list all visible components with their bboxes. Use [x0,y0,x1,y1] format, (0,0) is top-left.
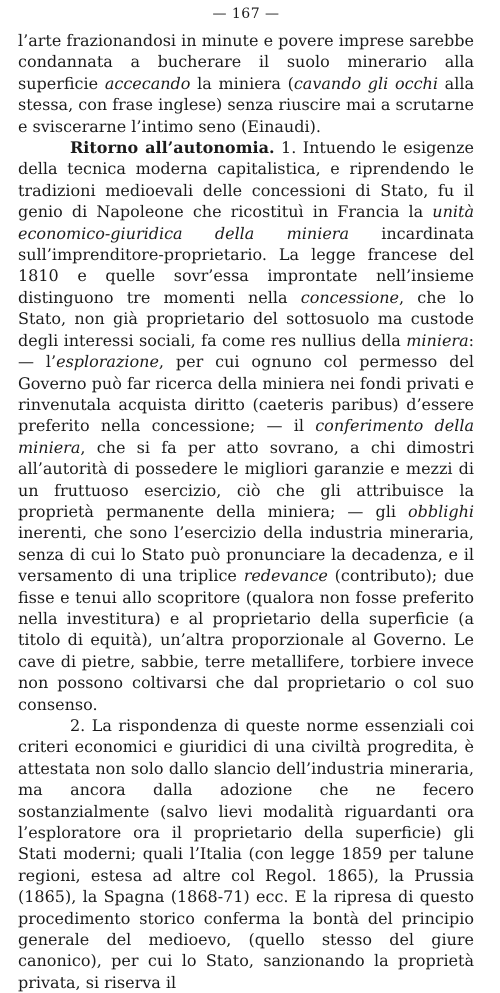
text-run: inerenti, che sono l’esercizio della industria mineraria, senza di cui lo Stato può pronunciare la decadenza, e il versamento di una triplice [18,523,474,586]
text-run: : — l’ [18,330,474,372]
paragraph-rispondenza [18,715,474,993]
text-run: l’arte frazionandosi in minute e povere imprese sarebbe condannata a bucherare il suolo minerario alla superficie [18,31,474,93]
text-run: , che lo Stato, non già proprietario del sottosuolo ma custode degli interessi sociali, fa come res nullius della [18,287,474,350]
section-heading: Ritorno all’autonomia. [70,138,275,158]
italic-text-run: concessione [300,287,400,307]
italic-text-run: unità economico-giuridica della miniera [18,202,474,243]
italic-text-run: miniera [406,330,469,350]
italic-text-run: esplorazione [56,352,159,372]
text-run: , per cui ognuno col permesso del Governo può far ricerca della miniera nei fondi privati e rinvenutala acquista diritto (caeteris paribus) d’essere preferito nella concessione; — il [18,352,475,436]
italic-text-run: redevance [243,566,328,586]
body-text [18,30,474,993]
text-run: la miniera ( [190,73,294,93]
text-run: , che si fa per atto sovrano, a chi dimostri all’autorità di possedere le migliori garanzie e mezzi di un fruttuoso esercizio, ciò che gli attribuisce la proprietà permanente della miniera; — gli [18,437,474,521]
italic-text-run: obblighi [407,501,474,521]
text-run: alla stessa, con frase inglese) senza riuscire mai a scrutarne e sviscerarne l’intimo seno (Einaudi). [18,73,475,136]
text-run: incardinata sull’imprenditore-proprietario. La legge francese del 1810 e quelle sovr’essa improntate nell’insieme distinguono tre momenti nella [18,223,474,307]
book-page [18,0,475,992]
paragraph [18,30,474,137]
page-number: — 167 — [212,6,280,22]
italic-text-run: cavando gli occhi [293,73,438,93]
italic-text-run: accecando [104,73,191,93]
text-run: 1. Intuendo le esigenze della tecnica moderna capitalistica, e riprendendo le tradizioni medioevali delle concessioni di Stato, fu il genio di Napoleone che ricostituì in Francia la [18,138,474,222]
italic-text-run: conferimento della miniera [18,416,475,457]
paragraph-ritorno-all-autonomia [18,137,474,715]
text-run: 2. La rispondenza di queste norme essenziali coi criteri economici e giuridici di una civiltà progredita, è attestata non solo dallo slancio dell’industria mineraria, ma ancora dalla adozione che ne fecero sostanzialmente (salvo lievi modalità riguardanti ora l’esploratore ora il proprietario della superficie) gli Stati moderni; quali l’Italia (con legge 1859 per talune regioni, estesa ad altre col Regol. 1865), la Prussia (1865), la Spagna (1868-71) ecc. E la ripresa di questo procedimento storico conferma la bontà del principio generale del medioevo, (quello stesso del giure canonico), per cui lo Stato, sanzionando la proprietà privata, si riserva il [18,716,474,992]
text-run: (contributo); due fisse e tenui allo scopritore (qualora non fosse preferito nella investitura) e al proprietario della superficie (a titolo di equità), un’altra proporzionale al Governo. Le cave di pietre, sabbie, terre metallifere, torbiere invece non possono coltivarsi che dal proprietario o col suo consenso. [18,566,474,714]
